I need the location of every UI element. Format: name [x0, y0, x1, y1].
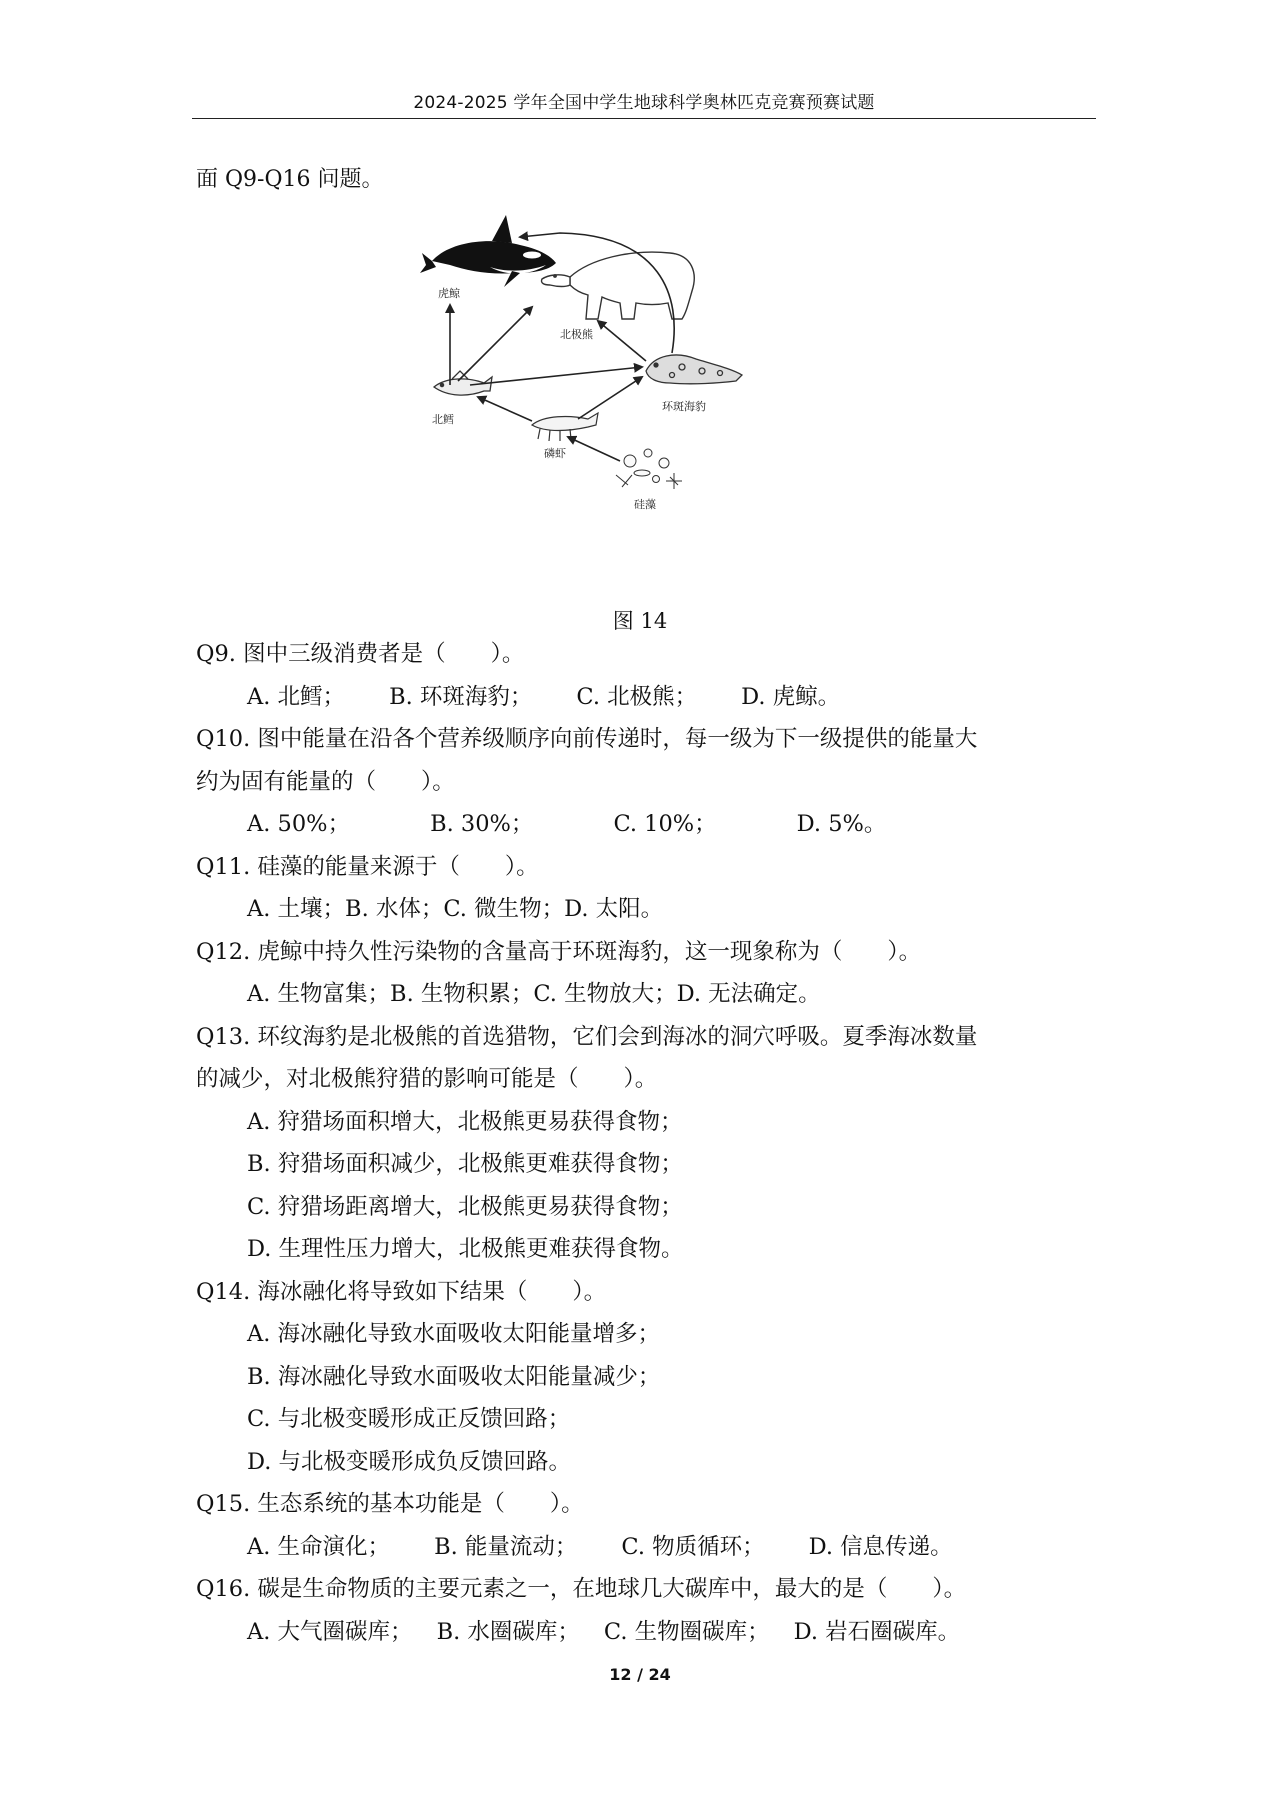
- question-list: [196, 633, 1100, 1653]
- option-row: [196, 803, 1100, 846]
- option-item: D. 岩石圈碳库。: [793, 1618, 961, 1645]
- arrow-krill-to-cod: [478, 397, 532, 421]
- option-item: A. 50%；: [247, 811, 351, 837]
- option-item: C. 物质循环；: [621, 1533, 765, 1560]
- option-item: A. 海冰融化导致水面吸收太阳能量增多；: [247, 1321, 661, 1347]
- option-item: B. 水圈碳库；: [436, 1618, 580, 1645]
- option-item: C. 北极熊；: [576, 683, 698, 710]
- arrow-seal-to-bear: [598, 321, 646, 361]
- label-diatom: 硅藻: [634, 498, 656, 511]
- polar-bear-illustration: [541, 252, 694, 319]
- option-item: A. 北鳕；: [247, 683, 346, 710]
- option-row: [196, 1611, 1100, 1654]
- question-stem: Q10. 图中能量在沿各个营养级顺序向前传递时，每一级为下一级提供的能量大: [196, 726, 978, 752]
- label-polar-bear: 北极熊: [560, 328, 593, 341]
- option-item: B. 狩猎场面积减少，北极熊更难获得食物；: [247, 1151, 683, 1177]
- ringed-seal-illustration: [646, 355, 742, 384]
- krill-illustration: [532, 413, 598, 441]
- option-item: D. 5%。: [796, 811, 887, 837]
- option-item: A. 大气圈碳库；: [247, 1618, 413, 1645]
- option-row: [196, 1526, 1100, 1569]
- question-stem: 约为固有能量的（ ）。: [196, 768, 455, 795]
- label-krill: 磷虾: [544, 447, 566, 460]
- option-item: A. 生物富集；B. 生物积累；C. 生物放大；D. 无法确定。: [247, 981, 821, 1007]
- option-item: B. 海冰融化导致水面吸收太阳能量减少；: [247, 1363, 661, 1390]
- intro-text: 面 Q9-Q16 问题。: [196, 167, 384, 192]
- diatom-illustration: [616, 449, 682, 489]
- question-stem: Q16. 碳是生命物质的主要元素之一，在地球几大碳库中，最大的是（ ）。: [196, 1576, 967, 1602]
- option-item: C. 10%；: [613, 811, 717, 837]
- header-rule: [192, 118, 1096, 119]
- label-orca: 虎鲸: [438, 287, 460, 300]
- arrow-krill-to-seal: [578, 377, 642, 419]
- figure-caption: 图 14: [612, 609, 668, 633]
- option-item: D. 信息传递。: [808, 1533, 953, 1560]
- option-item: B. 30%；: [430, 811, 534, 837]
- option-item: C. 与北极变暖形成正反馈回路；: [247, 1406, 571, 1432]
- orca-illustration: [420, 215, 556, 287]
- option-row: [196, 676, 1100, 719]
- food-web-figure: [420, 215, 870, 580]
- option-item: B. 能量流动；: [434, 1533, 578, 1560]
- food-web-diagram: [420, 215, 870, 580]
- arrow-cod-to-seal: [470, 367, 642, 385]
- question-stem: Q12. 虎鲸中持久性污染物的含量高于环斑海豹，这一现象称为（ ）。: [196, 938, 922, 965]
- option-item: B. 环斑海豹；: [389, 683, 533, 710]
- option-item: D. 生理性压力增大，北极熊更难获得食物。: [247, 1236, 684, 1262]
- option-item: C. 狩猎场距离增大，北极熊更易获得食物；: [247, 1193, 683, 1220]
- arrow-diatom-to-krill: [568, 437, 620, 461]
- label-ringed-seal: 环斑海豹: [662, 400, 706, 413]
- question-stem: Q11. 硅藻的能量来源于（ ）。: [196, 853, 539, 880]
- page-number: 12 / 24: [609, 1665, 671, 1684]
- question-stem: Q9. 图中三级消费者是（ ）。: [196, 641, 525, 667]
- question-stem: Q14. 海冰融化将导致如下结果（ ）。: [196, 1278, 607, 1305]
- option-item: D. 与北极变暖形成负反馈回路。: [247, 1448, 572, 1475]
- question-stem: Q15. 生态系统的基本功能是（ ）。: [196, 1491, 584, 1517]
- option-item: D. 虎鲸。: [741, 683, 841, 710]
- question-stem: Q13. 环纹海豹是北极熊的首选猎物，它们会到海冰的洞穴呼吸。夏季海冰数量: [196, 1023, 978, 1050]
- option-item: C. 生物圈碳库；: [603, 1618, 770, 1645]
- label-arctic-cod: 北鳕: [432, 413, 454, 426]
- option-item: A. 土壤；B. 水体；C. 微生物；D. 太阳。: [247, 896, 664, 922]
- page-header: 2024-2025 学年全国中学生地球科学奥林匹克竞赛预赛试题: [413, 93, 875, 113]
- option-item: A. 狩猎场面积增大，北极熊更易获得食物；: [247, 1108, 683, 1135]
- question-stem: 的减少，对北极熊狩猎的影响可能是（ ）。: [196, 1066, 658, 1092]
- arrow-cod-to-bear: [458, 307, 532, 381]
- option-item: A. 生命演化；: [247, 1533, 391, 1560]
